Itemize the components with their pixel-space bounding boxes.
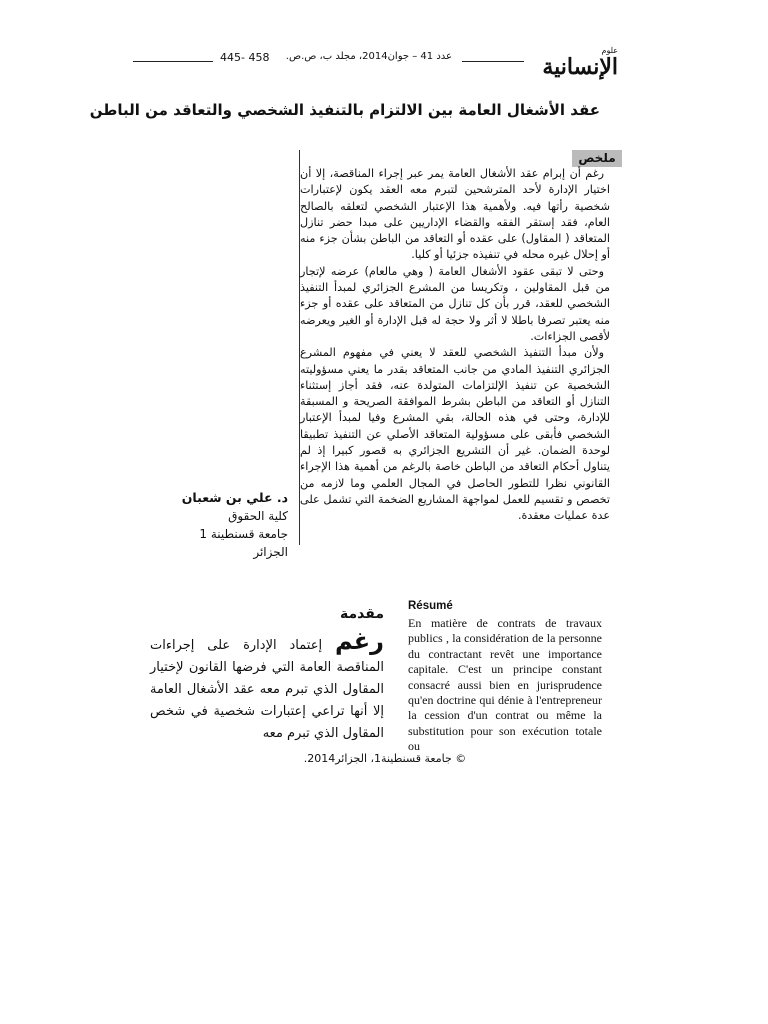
abstract-label: ملخص [572, 150, 622, 167]
introduction-heading: مقدمة [340, 606, 384, 622]
author-country: الجزائر [253, 545, 288, 559]
introduction-body [150, 627, 384, 745]
article-title: عقد الأشغال العامة بين الالتزام بالتنفيذ الشخصي والتعاقد من الباطن [89, 101, 600, 119]
copyright-notice: © جامعة قسنطينة1، الجزائر2014. [303, 752, 467, 765]
header-rule-left [133, 61, 213, 62]
author-name: د. علي بن شعبان [181, 490, 288, 505]
page-range: 445- 458 [220, 51, 270, 64]
introduction-lead-word: رغم [334, 627, 384, 655]
logo-main-text: الإنسانية [542, 54, 618, 80]
abstract-body [300, 166, 610, 546]
introduction-text: إعتماد الإدارة على إجراءات المناقصة العامة التي فرضها القانون لإختيار المقاول الذي تبرم معه عقد الأشغال العامة إلا أنها تراعي إعتبارات شخصية في شخص المقاول الذي تبرم معه [150, 638, 384, 741]
issue-info: عدد 41 – جوان2014، مجلد ب، ص.ص. [285, 51, 452, 62]
author-block [160, 490, 288, 559]
author-faculty: كلية الحقوق [228, 509, 288, 523]
abstract-paragraph: ولأن مبدأ التنفيذ الشخصي للعقد لا يعني في مفهوم المشرع الجزائري التنفيذ المادي من جانب المتعاقد بقدر ما يعني مسؤوليته الشخصية عن تنفيذ الإلتزامات المتولدة عنه، فقد أجاز إستثناء التنازل أو التعاقد من الباطن بشرط الموافقة الصريحة و المسبقة للإدارة، وحتى في هذه الحالة، بقي المشرع وفيا لمبدأ الإعتبار الشخصي فأبقى على مسؤولية المتعاقد الأصلي عن التنفيذ تطبيقا لوحدة الضمان. غير أن التشريع الجزائري به قصور كبيرا إذ لم يتناول أحكام التعاقد من الباطن خاصة بالرغم من أهمية هذا الإجراء القانوني نظرا للتطور الحاصل في المجال العلمي وما لازمه من تخصص و تقسيم للعمل لمواجهة المشاريع الضخمة التي تشمل على عدة عمليات معقدة. [300, 346, 610, 523]
author-university: جامعة قسنطينة 1 [199, 527, 288, 541]
resume-body: En matière de contrats de travaux publics , la considération de la personne du contractant revêt une importance capitale. C'est un principe constant consacré aussi bien en jurisprudence qu'en doctrine qui dénie à l'entrepreneur la cession d'un contrat ou même la substitution pour son exécution totale ou [408, 616, 602, 754]
journal-header [0, 34, 768, 84]
header-rule-right [462, 61, 524, 62]
journal-logo [542, 46, 618, 82]
abstract-paragraph: وحتى لا تبقى عقود الأشغال العامة ( وهي مالعام) عرضه لإتجار من قبل المقاولين ، وتكريسا من المشرع الجزائري لمبدأ التنفيذ الشخصي للعقد، قرر بأن كل تنازل من المتعاقد على عقده أو جزء منه يعتبر تصرفا باطلا لا أثر ولا حجة له قبل الإدارة أو الغير ويعرضه لأقصى الجزاءات. [300, 264, 610, 343]
logo-small-text: علوم [601, 46, 618, 55]
abstract-paragraph: رغم أن إبرام عقد الأشغال العامة يمر عبر إجراء المناقصة، إلا أن اختيار الإدارة لأحد المترشحين لتبرم معه العقد يكون لإعتبارات شخصية رأتها فيه. ولأهمية هذا الإعتبار الشخصي لتعلقه بالصالح العام، فقد إستقر الفقه والقضاء الإداريين على مبدا حضر تنازل المتعاقد ( المقاول) على عقده أو التعاقد من الباطن بشأن جزء منه أو إحلال غيره محله في تنفيذه جزئيا أو كليا. [300, 167, 610, 262]
resume-label: Résumé [408, 600, 453, 612]
